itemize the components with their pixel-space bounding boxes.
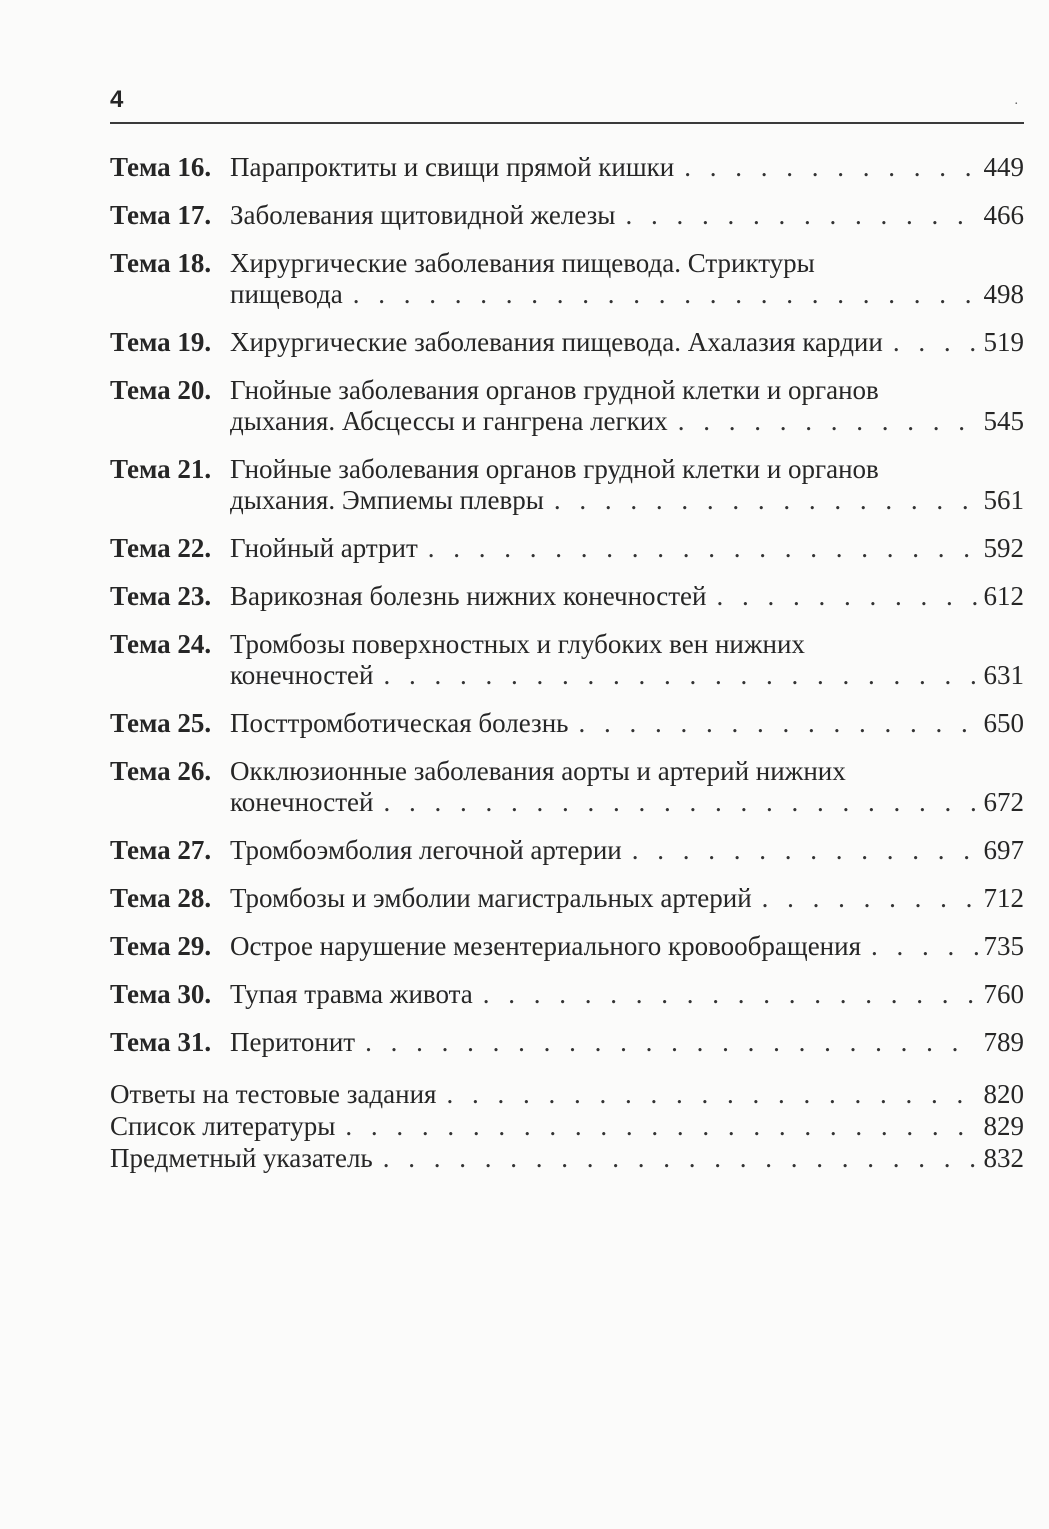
toc-entry-title bbox=[230, 883, 1024, 914]
toc-entry-line bbox=[230, 327, 1024, 358]
toc-entry-label: Тема 25. bbox=[110, 708, 212, 738]
dot-leader bbox=[365, 1027, 977, 1058]
toc-entry bbox=[110, 883, 1024, 914]
dot-leader bbox=[678, 406, 978, 437]
header-mark: . bbox=[1014, 93, 1018, 108]
toc-entry-line bbox=[230, 152, 1024, 183]
back-matter-page: 820 bbox=[983, 1079, 1024, 1109]
toc-entry bbox=[110, 327, 1024, 358]
toc-entry-page: 612 bbox=[983, 581, 1024, 611]
toc-entry-text: Тромбозы поверхностных и глубоких вен нижних bbox=[230, 629, 805, 659]
toc-entry-text: Гнойные заболевания органов грудной клетки и органов bbox=[230, 375, 879, 405]
toc-entry bbox=[110, 375, 1024, 437]
dot-leader bbox=[625, 200, 977, 231]
toc-entry-label: Тема 24. bbox=[110, 629, 212, 659]
back-matter-title: Список литературы bbox=[110, 1111, 336, 1141]
toc-entry-text: конечностей bbox=[230, 660, 374, 690]
dot-leader bbox=[893, 327, 978, 358]
toc-entry bbox=[110, 1027, 1024, 1058]
toc-entry-text: Тупая травма живота bbox=[230, 979, 473, 1009]
dot-leader bbox=[684, 152, 977, 183]
toc-entry-line bbox=[230, 454, 1024, 485]
toc-entry bbox=[110, 533, 1024, 564]
toc-entry-line bbox=[230, 708, 1024, 739]
toc-entry-text: Хирургические заболевания пищевода. Ахалазия кардии bbox=[230, 327, 883, 357]
back-matter-list bbox=[110, 1078, 1024, 1174]
back-matter-title: Предметный указатель bbox=[110, 1143, 373, 1173]
toc-entry-line bbox=[230, 200, 1024, 231]
toc-entry-line bbox=[230, 248, 1024, 279]
toc-entry-text: Перитонит bbox=[230, 1027, 356, 1057]
toc-entry-label: Тема 22. bbox=[110, 533, 212, 563]
toc-entry bbox=[110, 708, 1024, 739]
toc-entry-page: 760 bbox=[983, 979, 1024, 1009]
toc-entry-text: Тромбозы и эмболии магистральных артерий bbox=[230, 883, 752, 913]
toc-entry-page: 789 bbox=[983, 1027, 1024, 1057]
toc-entry-page: 466 bbox=[983, 200, 1024, 230]
toc-entry-label: Тема 23. bbox=[110, 581, 212, 611]
toc-entry-text: Заболевания щитовидной железы bbox=[230, 200, 616, 230]
toc-entry bbox=[110, 756, 1024, 818]
dot-leader bbox=[483, 979, 978, 1010]
toc-entry-line bbox=[230, 485, 1024, 516]
toc-entry-title bbox=[230, 248, 1024, 310]
back-matter-title: Ответы на тестовые задания bbox=[110, 1079, 437, 1109]
toc-entry-title bbox=[230, 375, 1024, 437]
toc-entry-page: 672 bbox=[983, 787, 1024, 817]
toc-entry-line bbox=[230, 533, 1024, 564]
back-matter-entry bbox=[110, 1110, 1024, 1142]
toc-entry-title bbox=[230, 152, 1024, 183]
toc-entry-text: пищевода bbox=[230, 279, 343, 309]
toc-entry-text: Острое нарушение мезентериального кровообращения bbox=[230, 931, 861, 961]
toc-entry-page: 592 bbox=[983, 533, 1024, 563]
dot-leader bbox=[345, 1110, 977, 1142]
toc-entry-label: Тема 20. bbox=[110, 375, 212, 405]
toc-entry-line bbox=[230, 375, 1024, 406]
toc-entry-line bbox=[230, 1027, 1024, 1058]
toc-entry-label: Тема 17. bbox=[110, 200, 212, 230]
toc-entry-line bbox=[230, 931, 1024, 962]
dot-leader bbox=[762, 883, 978, 914]
dot-leader bbox=[716, 581, 977, 612]
toc-entry-text: Гнойный артрит bbox=[230, 533, 418, 563]
toc-entry-label: Тема 29. bbox=[110, 931, 212, 961]
toc-entry-title bbox=[230, 454, 1024, 516]
toc-entry-page: 561 bbox=[983, 485, 1024, 515]
back-matter-page: 832 bbox=[983, 1143, 1024, 1173]
toc-entry-page: 712 bbox=[983, 883, 1024, 913]
toc-entry-label: Тема 19. bbox=[110, 327, 212, 357]
toc-entry bbox=[110, 200, 1024, 231]
toc-entry-text: Гнойные заболевания органов грудной клетки и органов bbox=[230, 454, 879, 484]
toc-entry-title bbox=[230, 200, 1024, 231]
back-matter-entry bbox=[110, 1142, 1024, 1174]
toc-entry-page: 631 bbox=[983, 660, 1024, 690]
toc-entry bbox=[110, 152, 1024, 183]
toc-entry bbox=[110, 931, 1024, 962]
toc-entry-line bbox=[230, 629, 1024, 660]
dot-leader bbox=[446, 1078, 977, 1110]
toc-entry bbox=[110, 581, 1024, 612]
toc-entry bbox=[110, 835, 1024, 866]
page-header bbox=[110, 86, 1024, 124]
toc-entry-page: 519 bbox=[983, 327, 1024, 357]
toc-entry-title bbox=[230, 979, 1024, 1010]
toc-entry bbox=[110, 454, 1024, 516]
toc-entry-line bbox=[230, 883, 1024, 914]
toc-entry-page: 545 bbox=[983, 406, 1024, 436]
toc-entry-title bbox=[230, 327, 1024, 358]
toc-entry-text: Окклюзионные заболевания аорты и артерий нижних bbox=[230, 756, 846, 786]
dot-leader bbox=[353, 279, 978, 310]
toc-entry-title bbox=[230, 756, 1024, 818]
dot-leader bbox=[632, 835, 978, 866]
toc-entry-label: Тема 21. bbox=[110, 454, 212, 484]
toc-entry-line bbox=[230, 581, 1024, 612]
toc-entry-page: 735 bbox=[983, 931, 1024, 961]
table-of-contents bbox=[110, 152, 1024, 1058]
toc-entry-label: Тема 16. bbox=[110, 152, 212, 182]
back-matter-entry bbox=[110, 1078, 1024, 1110]
dot-leader bbox=[428, 533, 978, 564]
toc-entry-title bbox=[230, 708, 1024, 739]
toc-entry-text: Парапроктиты и свищи прямой кишки bbox=[230, 152, 675, 182]
toc-entry-text: дыхания. Абсцессы и гангрена легких bbox=[230, 406, 668, 436]
back-matter-page: 829 bbox=[983, 1111, 1024, 1141]
toc-entry-title bbox=[230, 581, 1024, 612]
toc-entry bbox=[110, 629, 1024, 691]
toc-entry-title bbox=[230, 533, 1024, 564]
toc-entry bbox=[110, 248, 1024, 310]
toc-entry-text: Тромбоэмболия легочной артерии bbox=[230, 835, 622, 865]
toc-entry-text: конечностей bbox=[230, 787, 374, 817]
toc-entry-line bbox=[230, 979, 1024, 1010]
dot-leader bbox=[383, 1142, 978, 1174]
toc-entry-title bbox=[230, 835, 1024, 866]
dot-leader bbox=[554, 485, 978, 516]
toc-entry-page: 650 bbox=[983, 708, 1024, 738]
toc-entry-label: Тема 31. bbox=[110, 1027, 212, 1057]
toc-entry bbox=[110, 979, 1024, 1010]
toc-entry-label: Тема 28. bbox=[110, 883, 212, 913]
toc-entry-text: Посттромботическая болезнь bbox=[230, 708, 569, 738]
page-number: 4 bbox=[110, 86, 124, 113]
toc-entry-text: дыхания. Эмпиемы плевры bbox=[230, 485, 544, 515]
toc-entry-text: Варикозная болезнь нижних конечностей bbox=[230, 581, 707, 611]
toc-entry-title bbox=[230, 931, 1024, 962]
toc-entry-label: Тема 18. bbox=[110, 248, 212, 278]
toc-entry-page: 498 bbox=[983, 279, 1024, 309]
toc-entry-page: 449 bbox=[983, 152, 1024, 182]
toc-entry-page: 697 bbox=[983, 835, 1024, 865]
toc-entry-line bbox=[230, 835, 1024, 866]
toc-entry-label: Тема 26. bbox=[110, 756, 212, 786]
toc-entry-label: Тема 27. bbox=[110, 835, 212, 865]
toc-entry-line bbox=[230, 279, 1024, 310]
toc-entry-label: Тема 30. bbox=[110, 979, 212, 1009]
toc-entry-title bbox=[230, 629, 1024, 691]
dot-leader bbox=[578, 708, 977, 739]
dot-leader bbox=[383, 660, 977, 691]
toc-entry-title bbox=[230, 1027, 1024, 1058]
toc-entry-line bbox=[230, 787, 1024, 818]
dot-leader bbox=[383, 787, 977, 818]
dot-leader bbox=[871, 931, 978, 962]
toc-entry-line bbox=[230, 756, 1024, 787]
toc-entry-line bbox=[230, 660, 1024, 691]
toc-entry-text: Хирургические заболевания пищевода. Стриктуры bbox=[230, 248, 815, 278]
toc-entry-line bbox=[230, 406, 1024, 437]
